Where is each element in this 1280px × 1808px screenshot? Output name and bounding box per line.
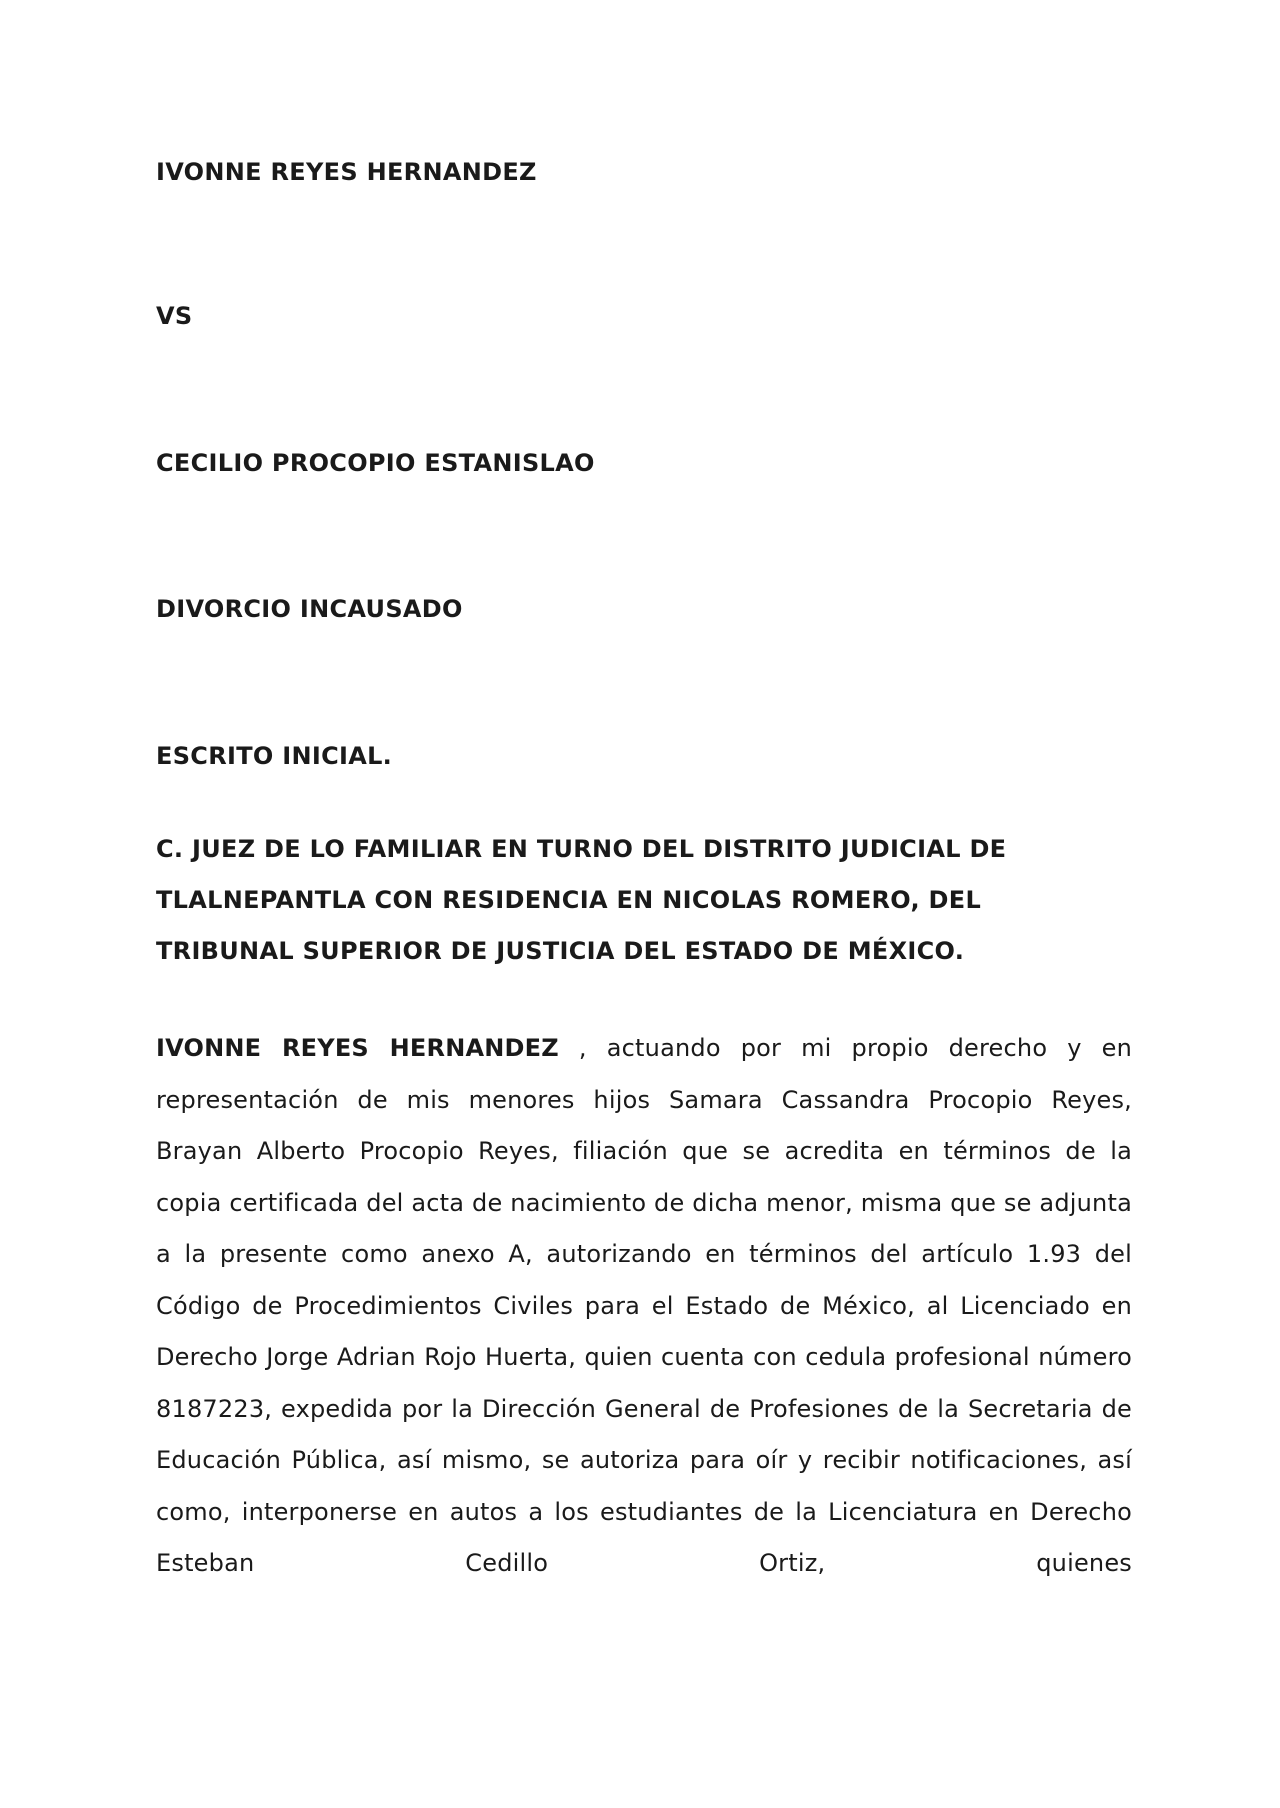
court-line: C. JUEZ DE LO FAMILIAR EN TURNO DEL DISTRITO JUDICIAL DE xyxy=(156,835,1007,863)
body-party-name: IVONNE REYES HERNANDEZ xyxy=(156,1034,559,1062)
court-line: TRIBUNAL SUPERIOR DE JUSTICIA DEL ESTADO DE MÉXICO. xyxy=(156,937,965,965)
body-paragraph xyxy=(156,1023,1132,1590)
court-line: TLALNEPANTLA CON RESIDENCIA EN NICOLAS ROMERO, DEL xyxy=(156,886,982,914)
document-type: ESCRITO INICIAL. xyxy=(156,742,393,770)
court-address xyxy=(156,824,1006,977)
plaintiff-name: IVONNE REYES HERNANDEZ xyxy=(156,158,537,186)
defendant-name: CECILIO PROCOPIO ESTANISLAO xyxy=(156,449,595,477)
versus-label: VS xyxy=(156,302,193,330)
body-paragraph-text: , actuando por mi propio derecho y en representación de mis menores hijos Samara Cassandra Procopio Reyes, Brayan Alberto Procopio Reyes, filiación que se acredita en términos de la copia certificada del acta de nacimiento de dicha menor, misma que se adjunta a la presente como anexo A, autorizando en términos del artículo 1.93 del Código de Procedimientos Civiles para el Estado de México, al Licenciado en Derecho Jorge Adrian Rojo Huerta, quien cuenta con cedula profesional número 8187223, expedida por la Dirección General de Profesiones de la Secretaria de Educación Pública, así mismo, se autoriza para oír y recibir notificaciones, así como, interponerse en autos a los estudiantes de la Licenciatura en Derecho Esteban Cedillo Ortiz, quienes xyxy=(156,1034,1132,1577)
case-type: DIVORCIO INCAUSADO xyxy=(156,595,463,623)
